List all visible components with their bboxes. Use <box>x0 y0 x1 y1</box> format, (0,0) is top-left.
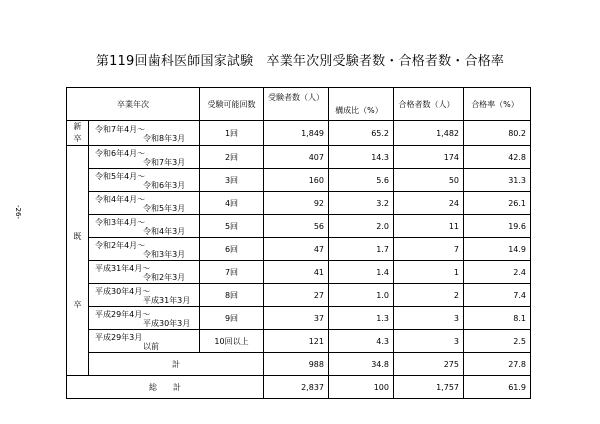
grad-year-from: 令和4年4月～ <box>95 195 146 204</box>
side-label-new-2: 卒 <box>73 134 82 143</box>
pass-rate-cell: 7.4 <box>464 284 531 307</box>
passers-cell: 11 <box>394 215 464 238</box>
examinees-cell: 1,849 <box>264 121 329 146</box>
grad-year-from: 令和2年4月～ <box>95 241 146 250</box>
ratio-cell: 2.0 <box>329 215 394 238</box>
passers-cell: 1,482 <box>394 121 464 146</box>
passers-cell: 7 <box>394 238 464 261</box>
pass-rate-cell: 42.8 <box>464 146 531 169</box>
table-header-row <box>67 88 531 121</box>
table-row <box>67 146 531 169</box>
side-label-new-1: 新 <box>73 122 82 131</box>
pass-rate-cell: 2.5 <box>464 330 531 353</box>
total-passers: 1,757 <box>394 376 464 399</box>
total-pass-rate: 61.9 <box>464 376 531 399</box>
page-number: -26- <box>14 205 22 219</box>
header-pass-rate: 合格率（%） <box>464 88 531 121</box>
pass-rate-cell: 8.1 <box>464 307 531 330</box>
grad-year-from: 令和6年4月～ <box>95 149 146 158</box>
side-label-past-1: 既 <box>73 232 82 241</box>
header-passers: 合格者数（人） <box>394 88 464 121</box>
ratio-cell: 1.3 <box>329 307 394 330</box>
pass-rate-cell: 31.3 <box>464 169 531 192</box>
grad-year-to: 令和7年3月 <box>143 158 186 167</box>
side-label-past <box>67 146 89 376</box>
table-row <box>67 169 531 192</box>
subtotal-examinees: 988 <box>264 353 329 376</box>
table-row <box>67 121 531 146</box>
grad-year-cell <box>89 192 200 215</box>
grad-year-to: 令和8年3月 <box>143 134 186 143</box>
pass-rate-cell: 19.6 <box>464 215 531 238</box>
grad-year-to: 令和3年3月 <box>143 250 186 259</box>
subtotal-row <box>67 353 531 376</box>
total-row <box>67 376 531 399</box>
ratio-cell: 14.3 <box>329 146 394 169</box>
pass-rate-cell: 2.4 <box>464 261 531 284</box>
side-label-past-2: 卒 <box>73 300 82 309</box>
examinees-cell: 27 <box>264 284 329 307</box>
grad-year-cell <box>89 169 200 192</box>
table-row <box>67 261 531 284</box>
grad-year-from: 令和7年4月～ <box>95 125 146 134</box>
ratio-cell: 1.4 <box>329 261 394 284</box>
ratio-cell: 4.3 <box>329 330 394 353</box>
passers-cell: 3 <box>394 307 464 330</box>
header-examinees: 受験者数（人） <box>264 88 329 121</box>
grad-year-to: 平成30年3月 <box>143 319 191 328</box>
ratio-cell: 65.2 <box>329 121 394 146</box>
grad-year-to: 令和5年3月 <box>143 204 186 213</box>
grad-year-cell <box>89 330 200 353</box>
grad-year-to: 令和4年3月 <box>143 227 186 236</box>
total-examinees: 2,837 <box>264 376 329 399</box>
attempts-cell: 3回 <box>200 169 264 192</box>
subtotal-pass-rate: 27.8 <box>464 353 531 376</box>
header-grad-year: 卒業年次 <box>67 88 200 121</box>
grad-year-cell <box>89 146 200 169</box>
examinees-cell: 160 <box>264 169 329 192</box>
grad-year-to: 平成31年3月 <box>143 296 191 305</box>
examinees-cell: 47 <box>264 238 329 261</box>
pass-rate-cell: 26.1 <box>464 192 531 215</box>
table-row <box>67 307 531 330</box>
ratio-cell: 5.6 <box>329 169 394 192</box>
header-ratio: 構成比（%） <box>329 88 394 121</box>
results-table <box>66 87 531 399</box>
examinees-cell: 37 <box>264 307 329 330</box>
ratio-cell: 1.0 <box>329 284 394 307</box>
pass-rate-cell: 80.2 <box>464 121 531 146</box>
grad-year-from: 平成29年4月～ <box>95 310 151 319</box>
passers-cell: 1 <box>394 261 464 284</box>
passers-cell: 3 <box>394 330 464 353</box>
passers-cell: 24 <box>394 192 464 215</box>
attempts-cell: 4回 <box>200 192 264 215</box>
pass-rate-cell: 14.9 <box>464 238 531 261</box>
ratio-cell: 1.7 <box>329 238 394 261</box>
ratio-cell: 3.2 <box>329 192 394 215</box>
grad-year-cell <box>89 238 200 261</box>
attempts-cell: 1回 <box>200 121 264 146</box>
grad-year-cell <box>89 121 200 146</box>
grad-year-from: 令和5年4月～ <box>95 172 146 181</box>
grad-year-from: 平成30年4月～ <box>95 287 151 296</box>
attempts-cell: 2回 <box>200 146 264 169</box>
examinees-cell: 92 <box>264 192 329 215</box>
grad-year-to: 令和6年3月 <box>143 181 186 190</box>
examinees-cell: 407 <box>264 146 329 169</box>
page-title: 第119回歯科医師国家試験 卒業年次別受験者数・合格者数・合格率 <box>95 54 505 69</box>
attempts-cell: 7回 <box>200 261 264 284</box>
subtotal-label: 計 <box>89 353 264 376</box>
grad-year-from: 令和3年4月～ <box>95 218 146 227</box>
passers-cell: 174 <box>394 146 464 169</box>
grad-year-from: 平成29年3月 <box>95 333 143 342</box>
table-row <box>67 330 531 353</box>
grad-year-cell <box>89 215 200 238</box>
table-row <box>67 215 531 238</box>
attempts-cell: 5回 <box>200 215 264 238</box>
grad-year-from: 平成31年4月～ <box>95 264 151 273</box>
attempts-cell: 6回 <box>200 238 264 261</box>
table-row <box>67 284 531 307</box>
total-label: 総 計 <box>67 376 264 399</box>
examinees-cell: 121 <box>264 330 329 353</box>
subtotal-ratio: 34.8 <box>329 353 394 376</box>
table-row <box>67 192 531 215</box>
header-attempts: 受験可能回数 <box>200 88 264 121</box>
examinees-cell: 41 <box>264 261 329 284</box>
subtotal-passers: 275 <box>394 353 464 376</box>
attempts-cell: 9回 <box>200 307 264 330</box>
attempts-cell: 8回 <box>200 284 264 307</box>
grad-year-to: 以前 <box>143 342 159 351</box>
passers-cell: 50 <box>394 169 464 192</box>
side-label-new <box>67 121 89 146</box>
grad-year-cell <box>89 261 200 284</box>
total-ratio: 100 <box>329 376 394 399</box>
passers-cell: 2 <box>394 284 464 307</box>
grad-year-cell <box>89 307 200 330</box>
attempts-cell: 10回以上 <box>200 330 264 353</box>
grad-year-cell <box>89 284 200 307</box>
grad-year-to: 令和2年3月 <box>143 273 186 282</box>
examinees-cell: 56 <box>264 215 329 238</box>
table-row <box>67 238 531 261</box>
